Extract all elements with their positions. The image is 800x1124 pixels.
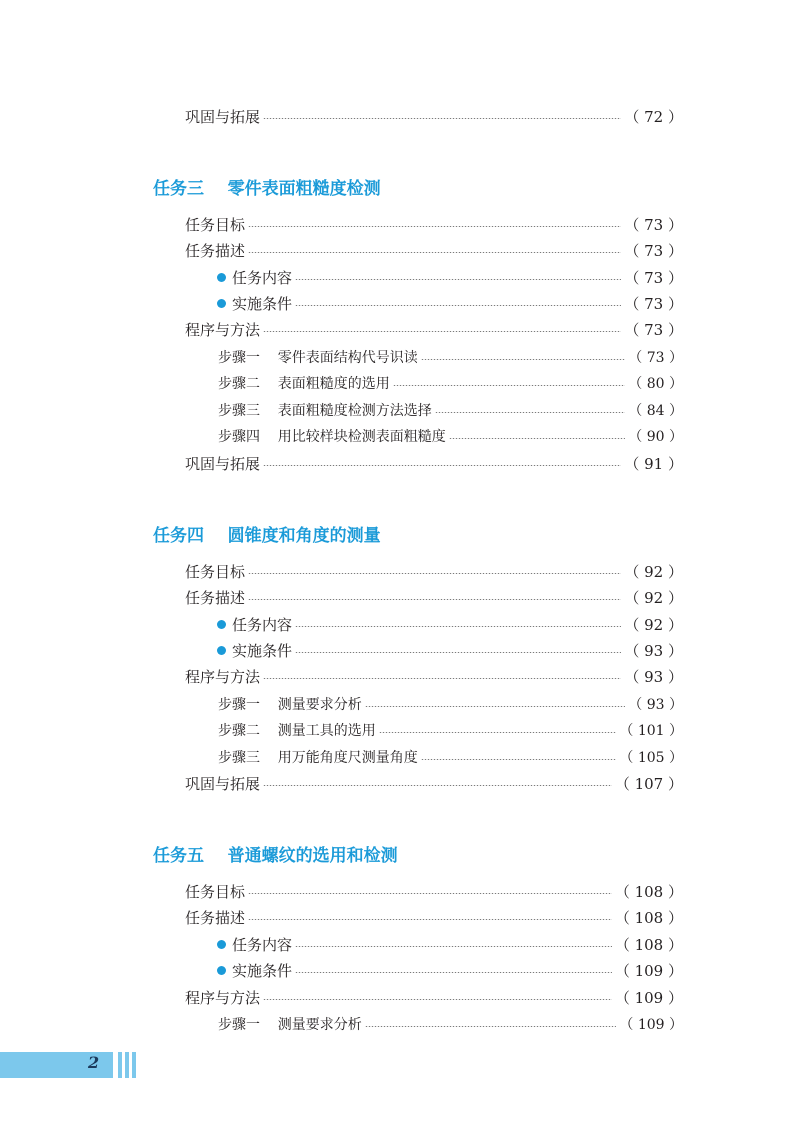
dot-leader	[421, 359, 625, 360]
bullet-icon	[217, 646, 226, 655]
dot-leader	[263, 465, 621, 466]
toc-entry[interactable]	[217, 638, 683, 662]
toc-entry-label: 实施条件	[232, 641, 293, 660]
dot-leader	[295, 652, 621, 653]
bullet-icon	[217, 966, 226, 975]
dot-leader	[449, 438, 625, 439]
toc-entry-label: 步骤一 零件表面结构代号识读	[218, 350, 418, 366]
toc-entry[interactable]	[217, 932, 683, 956]
toc-entry-page: （ 90 ）	[628, 429, 683, 445]
toc-entry[interactable]	[218, 345, 683, 369]
toc-entry[interactable]	[185, 664, 683, 688]
toc-entry-page: （ 92 ）	[624, 588, 683, 607]
toc-entry-page: （ 93 ）	[628, 697, 683, 713]
dot-leader	[421, 759, 617, 760]
toc-entry-label: 步骤四 用比较样块检测表面粗糙度	[218, 429, 446, 445]
bullet-icon	[217, 940, 226, 949]
dot-leader	[263, 999, 612, 1000]
toc-entry-page: （ 91 ）	[624, 454, 683, 473]
toc-entry-label: 步骤一 测量要求分析	[218, 1017, 362, 1033]
bullet-icon	[217, 299, 226, 308]
toc-entry-page: （ 108 ）	[614, 935, 683, 954]
toc-entry-label: 任务描述	[185, 241, 246, 260]
toc-entry-page: （ 93 ）	[624, 667, 683, 686]
toc-entry-page: （ 109 ）	[619, 1017, 683, 1033]
toc-entry-label: 实施条件	[232, 294, 293, 313]
toc-entry[interactable]	[218, 1012, 683, 1036]
dot-leader	[248, 893, 612, 894]
dot-leader	[295, 626, 621, 627]
toc-entry[interactable]	[185, 879, 683, 903]
toc-entry-page: （ 107 ）	[614, 774, 683, 793]
dot-leader	[248, 226, 621, 227]
toc-entry-label: 步骤二 测量工具的选用	[218, 723, 376, 739]
dot-leader	[248, 573, 621, 574]
toc-entry-page: （ 101 ）	[619, 723, 683, 739]
toc-entry-page: （ 73 ）	[624, 294, 683, 313]
toc-entry-label: 任务目标	[185, 562, 246, 581]
footer-stripe	[132, 1052, 136, 1078]
toc-entry[interactable]	[185, 559, 683, 583]
toc-entry-label: 程序与方法	[185, 320, 261, 339]
dot-leader	[295, 305, 621, 306]
bullet-icon	[217, 273, 226, 282]
dot-leader	[263, 331, 621, 332]
toc-entry-page: （ 80 ）	[628, 376, 683, 392]
toc-entry[interactable]	[185, 451, 683, 475]
dot-leader	[295, 946, 612, 947]
toc-entry-page: （ 92 ）	[624, 615, 683, 634]
bullet-icon	[217, 620, 226, 629]
toc-entry-label: 任务描述	[185, 588, 246, 607]
toc-entry[interactable]	[185, 905, 683, 929]
dot-leader	[248, 919, 612, 920]
toc-entry-label: 任务内容	[232, 935, 293, 954]
toc-entry[interactable]	[185, 985, 683, 1009]
toc-entry-label: 步骤三 表面粗糙度检测方法选择	[218, 403, 432, 419]
toc-entry-page: （ 84 ）	[628, 403, 683, 419]
toc-entry[interactable]	[185, 317, 683, 341]
toc-entry-label: 任务内容	[232, 268, 293, 287]
toc-entry[interactable]	[185, 585, 683, 609]
toc-entry-label: 步骤一 测量要求分析	[218, 697, 362, 713]
toc-entry[interactable]	[218, 692, 683, 716]
toc-entry[interactable]	[218, 398, 683, 422]
toc-entry-page: （ 73 ）	[624, 268, 683, 287]
toc-entry-label: 程序与方法	[185, 988, 261, 1007]
toc-entry-page: （ 92 ）	[624, 562, 683, 581]
toc-entry[interactable]	[218, 424, 683, 448]
dot-leader	[263, 785, 612, 786]
toc-entry-label: 步骤二 表面粗糙度的选用	[218, 376, 390, 392]
toc-entry-page: （ 105 ）	[619, 750, 683, 766]
toc-entry[interactable]	[185, 212, 683, 236]
dot-leader	[365, 1026, 617, 1027]
toc-entry-page: （ 109 ）	[614, 988, 683, 1007]
toc-entry[interactable]	[185, 771, 683, 795]
toc-entry-label: 步骤三 用万能角度尺测量角度	[218, 750, 418, 766]
toc-entry[interactable]	[217, 265, 683, 289]
toc-entry-page: （ 108 ）	[614, 882, 683, 901]
toc-entry[interactable]	[185, 104, 683, 128]
toc-entry-label: 任务目标	[185, 882, 246, 901]
footer-stripe	[125, 1052, 129, 1078]
toc-entry-page: （ 73 ）	[624, 241, 683, 260]
toc-entry-label: 任务内容	[232, 615, 293, 634]
dot-leader	[295, 972, 612, 973]
dot-leader	[248, 599, 621, 600]
toc-entry[interactable]	[217, 291, 683, 315]
toc-entry-page: （ 73 ）	[624, 320, 683, 339]
toc-entry-page: （ 73 ）	[628, 350, 683, 366]
toc-entry-page: （ 108 ）	[614, 908, 683, 927]
footer-stripe	[118, 1052, 122, 1078]
toc-entry-label: 任务描述	[185, 908, 246, 927]
dot-leader	[379, 732, 617, 733]
toc-entry-label: 任务目标	[185, 215, 246, 234]
toc-entry-page: （ 72 ）	[624, 107, 683, 126]
page-number: 2	[88, 1053, 100, 1072]
dot-leader	[435, 412, 625, 413]
dot-leader	[295, 279, 621, 280]
toc-entry[interactable]	[217, 958, 683, 982]
toc-entry[interactable]	[218, 371, 683, 395]
dot-leader	[248, 252, 621, 253]
toc-entry[interactable]	[217, 612, 683, 636]
section-heading: 任务四 圆锥度和角度的测量	[153, 526, 381, 546]
toc-entry-page: （ 73 ）	[624, 215, 683, 234]
toc-entry-label: 巩固与拓展	[185, 454, 261, 473]
toc-entry-label: 程序与方法	[185, 667, 261, 686]
dot-leader	[263, 678, 621, 679]
toc-entry[interactable]	[185, 238, 683, 262]
toc-entry-page: （ 93 ）	[624, 641, 683, 660]
toc-entry[interactable]	[218, 718, 683, 742]
dot-leader	[365, 706, 625, 707]
toc-entry-label: 巩固与拓展	[185, 107, 261, 126]
toc-entry-label: 巩固与拓展	[185, 774, 261, 793]
toc-entry-label: 实施条件	[232, 961, 293, 980]
toc-entry-page: （ 109 ）	[614, 961, 683, 980]
dot-leader	[263, 118, 621, 119]
section-heading: 任务五 普通螺纹的选用和检测	[153, 846, 398, 866]
dot-leader	[393, 385, 625, 386]
toc-entry[interactable]	[218, 745, 683, 769]
section-heading: 任务三 零件表面粗糙度检测	[153, 179, 381, 199]
